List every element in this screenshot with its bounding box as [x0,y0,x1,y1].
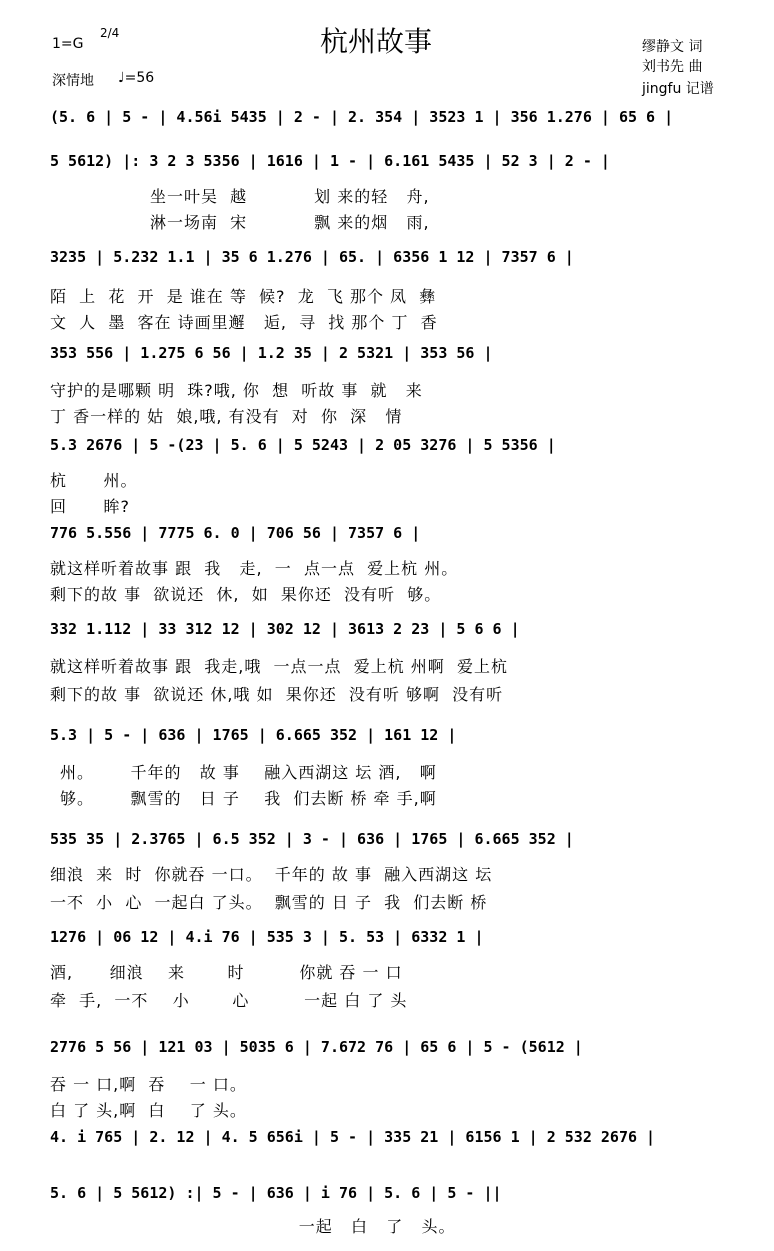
score-line-13: 5. 6 | 5 5612) :| 5 - | 636 | i 76 | 5. 6 | 5 - || [50,1184,502,1202]
lyric-line-2a: 坐一叶吴 越 划 来的轻 舟, [150,187,430,206]
score-line-6: 776 5.556 | 7775 6. 0 | 706 56 | 7357 6 | [50,524,421,542]
composer: 刘书先 曲 [642,59,703,75]
lyric-line-2b: 淋一场南 宋 飘 来的烟 雨, [150,213,430,232]
lyric-line-7a: 就这样听着故事 跟 我走,哦 一点一点 爱上杭 州啊 爱上杭 [50,657,508,676]
lyric-line-13: 一起 白 了 头。 [250,1217,456,1236]
lyricist: 缪静文 词 [642,39,703,55]
score-line-11: 2776 5 56 | 121 03 | 5035 6 | 7.672 76 | 65 6 | 5 - (5612 | [50,1038,583,1056]
lyric-line-8a: 州。 千年的 故 事 融入西湖这 坛 酒, 啊 [60,763,437,782]
expression-mark: 深情地 [52,73,94,89]
lyric-line-4a: 守护的是哪颗 明 珠?哦, 你 想 听故 事 就 来 [50,381,423,400]
score-line-12: 4. i 765 | 2. 12 | 4. 5 656i | 5 - | 335 21 | 6156 1 | 2 532 2676 | [50,1128,656,1146]
score-line-7: 332 1.112 | 33 312 12 | 302 12 | 3613 2 23 | 5 6 6 | [50,620,520,638]
score-line-9: 535 35 | 2.3765 | 6.5 352 | 3 - | 636 | 1765 | 6.665 352 | [50,830,574,848]
song-title: 杭州故事 [320,25,433,58]
lyric-line-9a: 细浪 来 时 你就吞 一口。 千年的 故 事 融入西湖这 坛 [50,865,493,884]
score-line-5: 5.3 2676 | 5 -(23 | 5. 6 | 5 5243 | 2 05 3276 | 5 5356 | [50,436,556,454]
tempo-mark: ♩=56 [118,70,155,86]
score-line-10: 1276 | 06 12 | 4.i 76 | 535 3 | 5. 53 | 6332 1 | [50,928,484,946]
score-line-4: 353 556 | 1.275 6 56 | 1.2 35 | 2 5321 | 353 56 | [50,344,493,362]
score-line-1: (5. 6 | 5 - | 4.56i 5435 | 2 - | 2. 354 | 3523 1 | 356 1.276 | 65 6 | [50,108,674,126]
lyric-line-9b: 一不 小 心 一起白 了头。 飘雪的 日 子 我 们去断 桥 [50,893,488,912]
lyric-line-10a: 酒, 细浪 来 时 你就 吞 一 口 [50,963,403,982]
lyric-line-3a: 陌 上 花 开 是 谁在 等 候? 龙 飞 那个 凤 彝 [50,287,437,306]
score-line-3: 3235 | 5.232 1.1 | 35 6 1.276 | 65. | 6356 1 12 | 7357 6 | [50,248,574,266]
lyric-line-5a: 杭 州。 [50,471,138,490]
lyric-line-10b: 牵 手, 一不 小 心 一起 白 了 头 [50,991,408,1010]
lyric-line-5b: 回 眸? [50,497,131,516]
lyric-line-11a: 吞 一 口,啊 吞 一 口。 [50,1075,247,1094]
lyric-line-11b: 白 了 头,啊 白 了 头。 [50,1101,247,1120]
lyric-line-3b: 文 人 墨 客在 诗画里邂 逅, 寻 找 那个 丁 香 [50,313,438,332]
lyric-line-8b: 够。 飘雪的 日 子 我 们去断 桥 牵 手,啊 [60,789,437,808]
lyric-line-6a: 就这样听着故事 跟 我 走, 一 点一点 爱上杭 州。 [50,559,459,578]
score-line-8: 5.3 | 5 - | 636 | 1765 | 6.665 352 | 161 12 | [50,726,457,744]
time-signature: 2/4 [100,26,120,40]
lyric-line-7b: 剩下的故 事 欲说还 休,哦 如 果你还 没有听 够啊 没有听 [50,685,504,704]
lyric-line-4b: 丁 香一样的 姑 娘,哦, 有没有 对 你 深 情 [50,407,403,426]
lyric-line-6b: 剩下的故 事 欲说还 休, 如 果你还 没有听 够。 [50,585,442,604]
transcriber: jingfu 记谱 [642,81,714,97]
score-line-2: 5 5612) |: 3 2 3 5356 | 1616 | 1 - | 6.161 5435 | 52 3 | 2 - | [50,152,610,170]
key-signature: 1=G [52,36,84,52]
